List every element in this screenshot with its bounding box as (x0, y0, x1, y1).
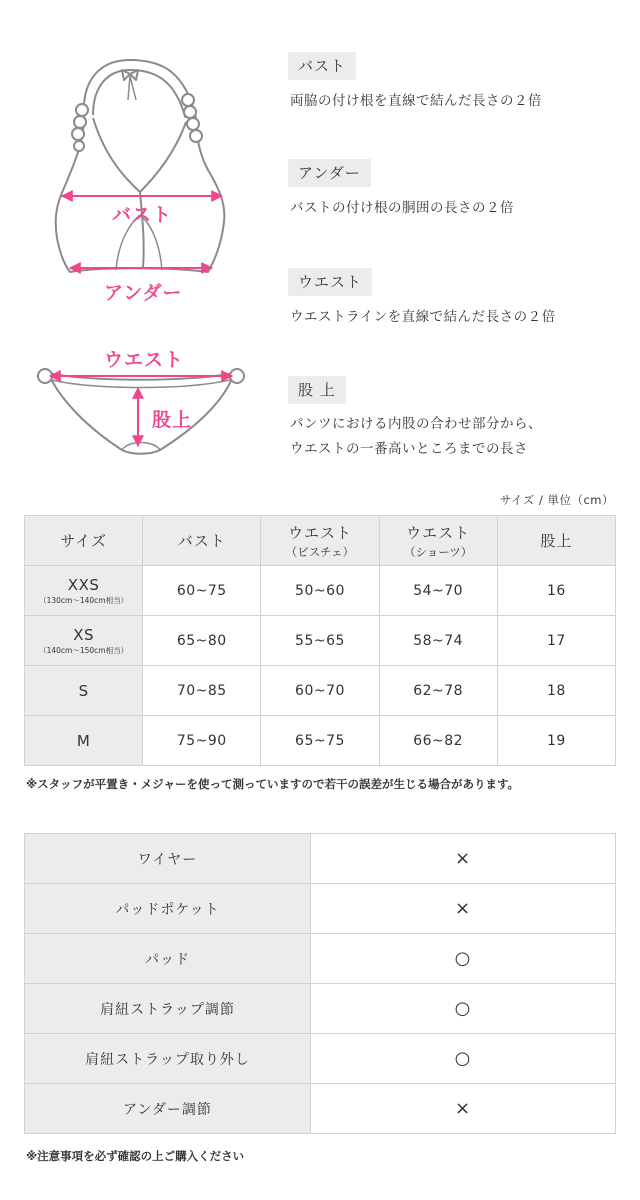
bikini-illustration (0, 0, 270, 480)
definition-term-under: アンダー (288, 159, 371, 187)
definition-term-bust: バスト (288, 52, 356, 80)
feature-value: ○ (311, 934, 616, 984)
header-bust: バスト (143, 516, 261, 566)
bust-cell: 65~80 (143, 616, 261, 666)
definition-desc-under: バストの付け根の胴囲の長さの２倍 (290, 200, 514, 216)
table-row (25, 616, 616, 666)
feature-name: 肩紐ストラップ取り外し (25, 1034, 311, 1084)
definition-desc-waist: ウエストラインを直線で結んだ長さの２倍 (290, 309, 556, 325)
feature-name: パッドポケット (25, 884, 311, 934)
feature-value: × (311, 884, 616, 934)
feature-row (25, 834, 616, 884)
feature-value: × (311, 1084, 616, 1134)
header-rise: 股上 (497, 516, 615, 566)
feature-row (25, 934, 616, 984)
size-cell: XXS （130cm～140cm相当） (25, 566, 143, 616)
waist-label: ウエスト (104, 349, 185, 371)
definition-desc-bust: 両脇の付け根を直線で結んだ長さの２倍 (290, 93, 542, 109)
rise-cell: 16 (497, 566, 615, 616)
bust-cell: 70~85 (143, 666, 261, 716)
definition-desc-rise-line2: ウエストの一番高いところまでの長さ (290, 441, 528, 457)
waist-shorts-cell: 58~74 (379, 616, 497, 666)
definition-term-rise: 股 上 (288, 376, 346, 404)
header-waist-bustier: ウエスト （ビスチェ） (261, 516, 379, 566)
definition-desc-rise-line1: パンツにおける内股の合わせ部分から、 (290, 416, 542, 432)
bust-cell: 60~75 (143, 566, 261, 616)
feature-value: ○ (311, 984, 616, 1034)
rise-label: 股上 (152, 409, 193, 431)
feature-row (25, 884, 616, 934)
waist-bustier-cell: 55~65 (261, 616, 379, 666)
table-row (25, 666, 616, 716)
table-row (25, 716, 616, 766)
waist-bustier-cell: 65~75 (261, 716, 379, 766)
feature-row (25, 1034, 616, 1084)
size-table-header-row (25, 516, 616, 566)
header-waist-shorts: ウエスト （ショーツ） (379, 516, 497, 566)
under-label: アンダー (104, 282, 183, 304)
measurement-diagram (0, 0, 270, 480)
table-row (25, 566, 616, 616)
waist-bustier-cell: 60~70 (261, 666, 379, 716)
feature-name: アンダー調節 (25, 1084, 311, 1134)
bust-cell: 75~90 (143, 716, 261, 766)
bust-label: バスト (112, 204, 173, 226)
size-cell: XS （140cm～150cm相当） (25, 616, 143, 666)
waist-shorts-cell: 54~70 (379, 566, 497, 616)
rise-cell: 19 (497, 716, 615, 766)
size-cell: M (25, 716, 143, 766)
features-table (24, 833, 616, 1134)
feature-name: ワイヤー (25, 834, 311, 884)
header-size: サイズ (25, 516, 143, 566)
rise-cell: 18 (497, 666, 615, 716)
purchase-caution-note: ※注意事項を必ず確認の上ご購入ください (26, 1149, 245, 1163)
feature-row (25, 1084, 616, 1134)
feature-value: × (311, 834, 616, 884)
waist-shorts-cell: 62~78 (379, 666, 497, 716)
waist-bustier-cell: 50~60 (261, 566, 379, 616)
waist-shorts-cell: 66~82 (379, 716, 497, 766)
unit-note: サイズ / 単位（cm） (499, 493, 614, 507)
bikini-bottom-outline (48, 373, 234, 454)
feature-name: 肩紐ストラップ調節 (25, 984, 311, 1034)
feature-value: ○ (311, 1034, 616, 1084)
size-table (24, 515, 616, 766)
feature-name: パッド (25, 934, 311, 984)
feature-row (25, 984, 616, 1034)
size-cell: S (25, 666, 143, 716)
bikini-top-outline (56, 60, 225, 272)
rise-cell: 17 (497, 616, 615, 666)
measurement-note: ※スタッフが平置き・メジャーを使って測っていますので若干の誤差が生じる場合があります。 (26, 777, 520, 791)
definition-term-waist: ウエスト (288, 268, 372, 296)
